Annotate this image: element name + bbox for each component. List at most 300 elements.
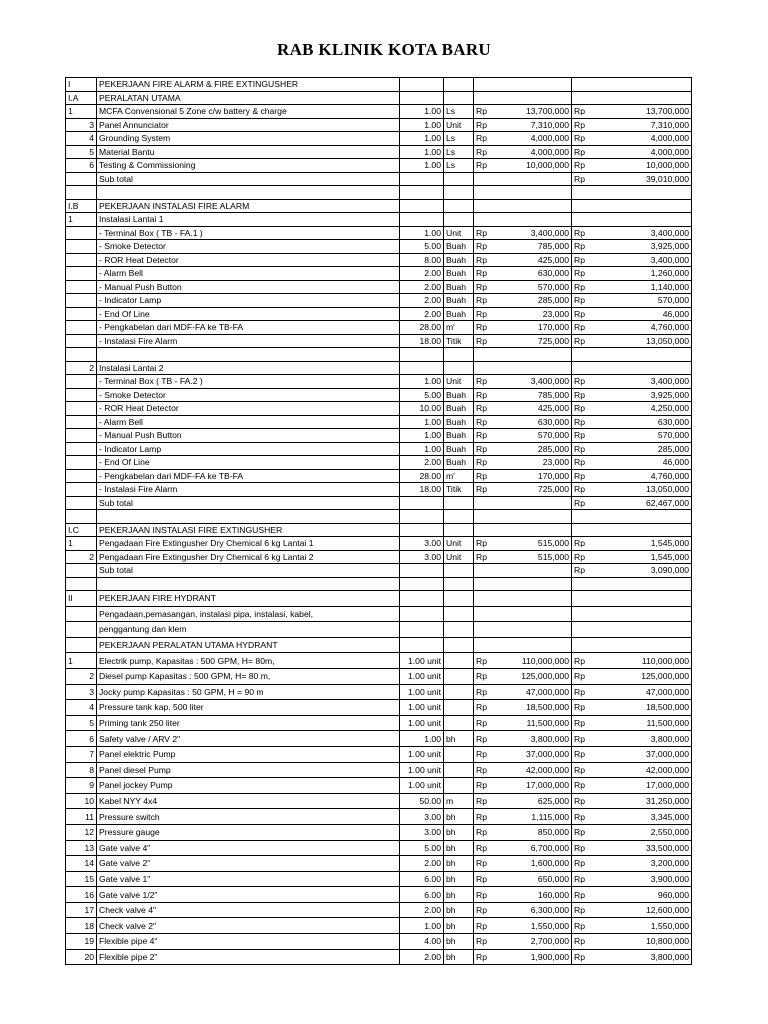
currency-label: Rp bbox=[474, 159, 492, 173]
currency-label bbox=[572, 199, 590, 213]
item-description bbox=[97, 510, 400, 524]
item-quantity: 2.00 bbox=[400, 280, 444, 294]
item-description: Gate valve 1/2" bbox=[97, 887, 400, 903]
table-row bbox=[66, 253, 692, 267]
item-unit: m' bbox=[444, 469, 474, 483]
table-row bbox=[66, 746, 692, 762]
item-number bbox=[66, 456, 97, 470]
unit-price bbox=[492, 510, 572, 524]
currency-label: Rp bbox=[572, 415, 590, 429]
table-row bbox=[66, 483, 692, 497]
table-row bbox=[66, 334, 692, 348]
line-total bbox=[590, 577, 692, 591]
currency-label: Rp bbox=[572, 496, 590, 510]
currency-label bbox=[572, 510, 590, 524]
item-number bbox=[66, 388, 97, 402]
line-total: 42,000,000 bbox=[590, 762, 692, 778]
unit-price: 1,115,000 bbox=[492, 809, 572, 825]
item-unit: bh bbox=[444, 887, 474, 903]
item-quantity: 3.00 bbox=[400, 809, 444, 825]
item-unit bbox=[444, 746, 474, 762]
item-quantity bbox=[400, 172, 444, 186]
item-description: Pengadaan Fire Extingusher Dry Chemical 6 kg Lantai 2 bbox=[97, 550, 400, 564]
currency-label: Rp bbox=[474, 700, 492, 716]
item-unit: Buah bbox=[444, 415, 474, 429]
item-number bbox=[66, 307, 97, 321]
unit-price: 425,000 bbox=[492, 253, 572, 267]
unit-price: 1,900,000 bbox=[492, 949, 572, 965]
table-row bbox=[66, 469, 692, 483]
item-number bbox=[66, 606, 97, 622]
unit-price: 285,000 bbox=[492, 442, 572, 456]
item-quantity bbox=[400, 637, 444, 653]
currency-label: Rp bbox=[572, 715, 590, 731]
table-row bbox=[66, 537, 692, 551]
item-description: - Smoke Detector bbox=[97, 388, 400, 402]
item-number bbox=[66, 415, 97, 429]
item-quantity: 1.00 unit bbox=[400, 700, 444, 716]
item-number: 10 bbox=[66, 793, 97, 809]
currency-label: Rp bbox=[474, 456, 492, 470]
item-unit: Titik bbox=[444, 483, 474, 497]
line-total: 4,250,000 bbox=[590, 402, 692, 416]
item-quantity bbox=[400, 564, 444, 578]
item-description: Priming tank 250 liter bbox=[97, 715, 400, 731]
unit-price bbox=[492, 213, 572, 227]
item-number bbox=[66, 186, 97, 200]
unit-price: 110,000,000 bbox=[492, 653, 572, 669]
item-quantity bbox=[400, 361, 444, 375]
currency-label: Rp bbox=[572, 456, 590, 470]
item-number bbox=[66, 267, 97, 281]
currency-label bbox=[572, 213, 590, 227]
line-total: 46,000 bbox=[590, 456, 692, 470]
line-total bbox=[590, 523, 692, 537]
currency-label: Rp bbox=[474, 226, 492, 240]
currency-label: Rp bbox=[474, 731, 492, 747]
item-unit: Ls bbox=[444, 145, 474, 159]
item-quantity: 1.00 bbox=[400, 105, 444, 119]
item-number: 3 bbox=[66, 684, 97, 700]
unit-price bbox=[492, 199, 572, 213]
currency-label: Rp bbox=[572, 793, 590, 809]
item-quantity: 1.00 bbox=[400, 145, 444, 159]
currency-label bbox=[572, 637, 590, 653]
table-row bbox=[66, 118, 692, 132]
item-description: PEKERJAAN INSTALASI FIRE EXTINGUSHER bbox=[97, 523, 400, 537]
currency-label: Rp bbox=[474, 840, 492, 856]
item-description bbox=[97, 348, 400, 362]
item-description: Sub total bbox=[97, 172, 400, 186]
item-number bbox=[66, 280, 97, 294]
item-unit bbox=[444, 172, 474, 186]
item-number: I bbox=[66, 78, 97, 92]
item-quantity bbox=[400, 186, 444, 200]
table-row bbox=[66, 348, 692, 362]
item-number bbox=[66, 253, 97, 267]
currency-label: Rp bbox=[572, 809, 590, 825]
currency-label: Rp bbox=[572, 105, 590, 119]
item-number: I.B bbox=[66, 199, 97, 213]
item-number bbox=[66, 226, 97, 240]
currency-label: Rp bbox=[474, 918, 492, 934]
table-row bbox=[66, 591, 692, 607]
table-row bbox=[66, 918, 692, 934]
currency-label: Rp bbox=[474, 267, 492, 281]
item-quantity bbox=[400, 91, 444, 105]
item-unit: m' bbox=[444, 321, 474, 335]
item-description: Pressure tank kap. 500 liter bbox=[97, 700, 400, 716]
unit-price: 650,000 bbox=[492, 871, 572, 887]
item-description: Flexible pipe 2" bbox=[97, 949, 400, 965]
table-row bbox=[66, 564, 692, 578]
unit-price: 785,000 bbox=[492, 240, 572, 254]
item-description: Material Bantu bbox=[97, 145, 400, 159]
item-unit bbox=[444, 361, 474, 375]
table-row bbox=[66, 731, 692, 747]
currency-label: Rp bbox=[474, 402, 492, 416]
unit-price: 3,400,000 bbox=[492, 226, 572, 240]
currency-label: Rp bbox=[474, 684, 492, 700]
item-quantity: 5.00 bbox=[400, 840, 444, 856]
currency-label bbox=[474, 172, 492, 186]
currency-label: Rp bbox=[572, 550, 590, 564]
unit-price: 725,000 bbox=[492, 483, 572, 497]
item-number: 7 bbox=[66, 746, 97, 762]
table-row bbox=[66, 91, 692, 105]
line-total: 39,010,000 bbox=[590, 172, 692, 186]
currency-label: Rp bbox=[474, 762, 492, 778]
line-total: 47,000,000 bbox=[590, 684, 692, 700]
unit-price: 515,000 bbox=[492, 550, 572, 564]
item-quantity: 1.00 bbox=[400, 375, 444, 389]
unit-price: 1,600,000 bbox=[492, 856, 572, 872]
currency-label: Rp bbox=[474, 469, 492, 483]
item-description: - Instalasi Fire Alarm bbox=[97, 334, 400, 348]
unit-price bbox=[492, 91, 572, 105]
item-quantity bbox=[400, 622, 444, 638]
item-description: - Instalasi Fire Alarm bbox=[97, 483, 400, 497]
line-total: 125,000,000 bbox=[590, 668, 692, 684]
currency-label: Rp bbox=[572, 388, 590, 402]
item-quantity: 3.00 bbox=[400, 824, 444, 840]
unit-price: 725,000 bbox=[492, 334, 572, 348]
currency-label: Rp bbox=[474, 294, 492, 308]
line-total: 10,800,000 bbox=[590, 934, 692, 950]
currency-label: Rp bbox=[572, 902, 590, 918]
currency-label: Rp bbox=[572, 375, 590, 389]
item-quantity: 10.00 bbox=[400, 402, 444, 416]
item-description: Instalasi Lantai 2 bbox=[97, 361, 400, 375]
currency-label bbox=[572, 361, 590, 375]
currency-label: Rp bbox=[572, 145, 590, 159]
item-unit bbox=[444, 577, 474, 591]
item-unit: Buah bbox=[444, 456, 474, 470]
item-quantity: 1.00 bbox=[400, 132, 444, 146]
unit-price: 170,000 bbox=[492, 469, 572, 483]
currency-label: Rp bbox=[572, 653, 590, 669]
item-number: 8 bbox=[66, 762, 97, 778]
unit-price bbox=[492, 78, 572, 92]
item-description: MCFA Convensional 5 Zone c/w battery & charge bbox=[97, 105, 400, 119]
item-number bbox=[66, 429, 97, 443]
line-total bbox=[590, 361, 692, 375]
currency-label: Rp bbox=[474, 321, 492, 335]
item-unit: Unit bbox=[444, 375, 474, 389]
line-total: 3,400,000 bbox=[590, 226, 692, 240]
line-total bbox=[590, 606, 692, 622]
item-quantity bbox=[400, 199, 444, 213]
item-unit: Buah bbox=[444, 429, 474, 443]
item-number bbox=[66, 402, 97, 416]
currency-label: Rp bbox=[474, 483, 492, 497]
item-description: Gate valve 2" bbox=[97, 856, 400, 872]
item-quantity: 6.00 bbox=[400, 887, 444, 903]
line-total: 4,000,000 bbox=[590, 145, 692, 159]
currency-label bbox=[572, 523, 590, 537]
currency-label: Rp bbox=[474, 778, 492, 794]
item-number: 6 bbox=[66, 731, 97, 747]
item-unit bbox=[444, 778, 474, 794]
item-description: Jocky pump Kapasitas : 50 GPM, H = 90 m bbox=[97, 684, 400, 700]
unit-price: 42,000,000 bbox=[492, 762, 572, 778]
unit-price: 785,000 bbox=[492, 388, 572, 402]
table-row bbox=[66, 132, 692, 146]
table-row bbox=[66, 934, 692, 950]
table-row bbox=[66, 213, 692, 227]
currency-label: Rp bbox=[572, 321, 590, 335]
currency-label: Rp bbox=[572, 267, 590, 281]
currency-label: Rp bbox=[572, 778, 590, 794]
item-unit: bh bbox=[444, 840, 474, 856]
item-number: 5 bbox=[66, 715, 97, 731]
table-row bbox=[66, 577, 692, 591]
item-description: Panel jockey Pump bbox=[97, 778, 400, 794]
unit-price: 625,000 bbox=[492, 793, 572, 809]
table-row bbox=[66, 762, 692, 778]
item-number bbox=[66, 334, 97, 348]
table-row bbox=[66, 778, 692, 794]
item-unit: bh bbox=[444, 824, 474, 840]
currency-label: Rp bbox=[572, 429, 590, 443]
currency-label: Rp bbox=[572, 949, 590, 965]
item-unit bbox=[444, 606, 474, 622]
item-description: - Terminal Box ( TB - FA.1 ) bbox=[97, 226, 400, 240]
currency-label: Rp bbox=[572, 402, 590, 416]
line-total: 630,000 bbox=[590, 415, 692, 429]
item-number bbox=[66, 240, 97, 254]
line-total: 13,700,000 bbox=[590, 105, 692, 119]
item-number bbox=[66, 442, 97, 456]
line-total: 11,500,000 bbox=[590, 715, 692, 731]
currency-label bbox=[572, 78, 590, 92]
currency-label bbox=[474, 510, 492, 524]
line-total bbox=[590, 591, 692, 607]
item-number bbox=[66, 375, 97, 389]
unit-price: 1,550,000 bbox=[492, 918, 572, 934]
table-row bbox=[66, 622, 692, 638]
item-description: Grounding System bbox=[97, 132, 400, 146]
item-quantity: 2.00 bbox=[400, 294, 444, 308]
item-number: 6 bbox=[66, 159, 97, 173]
unit-price bbox=[492, 348, 572, 362]
item-unit bbox=[444, 348, 474, 362]
line-total: 7,310,000 bbox=[590, 118, 692, 132]
line-total: 1,545,000 bbox=[590, 550, 692, 564]
line-total: 46,000 bbox=[590, 307, 692, 321]
item-unit bbox=[444, 186, 474, 200]
currency-label: Rp bbox=[474, 934, 492, 950]
item-unit: bh bbox=[444, 902, 474, 918]
item-description: - ROR Heat Detector bbox=[97, 253, 400, 267]
currency-label bbox=[474, 348, 492, 362]
line-total: 3,925,000 bbox=[590, 240, 692, 254]
item-quantity: 1.00 bbox=[400, 731, 444, 747]
line-total: 1,260,000 bbox=[590, 267, 692, 281]
table-row bbox=[66, 280, 692, 294]
line-total: 3,400,000 bbox=[590, 253, 692, 267]
item-description: Pressure gauge bbox=[97, 824, 400, 840]
unit-price: 570,000 bbox=[492, 429, 572, 443]
table-row bbox=[66, 172, 692, 186]
currency-label: Rp bbox=[474, 429, 492, 443]
item-number bbox=[66, 348, 97, 362]
currency-label: Rp bbox=[474, 949, 492, 965]
rab-table-body bbox=[66, 78, 692, 965]
item-quantity bbox=[400, 348, 444, 362]
item-quantity: 1.00 bbox=[400, 918, 444, 934]
item-quantity: 1.00 unit bbox=[400, 778, 444, 794]
unit-price: 570,000 bbox=[492, 280, 572, 294]
currency-label bbox=[474, 523, 492, 537]
item-number bbox=[66, 321, 97, 335]
item-unit bbox=[444, 199, 474, 213]
currency-label: Rp bbox=[474, 809, 492, 825]
item-unit: m bbox=[444, 793, 474, 809]
currency-label: Rp bbox=[474, 793, 492, 809]
line-total: 4,000,000 bbox=[590, 132, 692, 146]
unit-price bbox=[492, 361, 572, 375]
line-total bbox=[590, 91, 692, 105]
table-row bbox=[66, 793, 692, 809]
item-description: - Alarm Bell bbox=[97, 415, 400, 429]
currency-label: Rp bbox=[572, 226, 590, 240]
currency-label bbox=[572, 186, 590, 200]
currency-label: Rp bbox=[572, 118, 590, 132]
item-quantity: 2.00 bbox=[400, 949, 444, 965]
unit-price bbox=[492, 186, 572, 200]
line-total: 13,050,000 bbox=[590, 334, 692, 348]
item-number: 3 bbox=[66, 118, 97, 132]
item-quantity: 3.00 bbox=[400, 550, 444, 564]
line-total: 37,000,000 bbox=[590, 746, 692, 762]
item-description: - Smoke Detector bbox=[97, 240, 400, 254]
currency-label: Rp bbox=[572, 762, 590, 778]
currency-label bbox=[474, 606, 492, 622]
item-description: Kabel NYY 4x4 bbox=[97, 793, 400, 809]
item-unit: Buah bbox=[444, 307, 474, 321]
item-description: Diesel pump Kapasitas : 500 GPM, H= 80 m, bbox=[97, 668, 400, 684]
item-unit: bh bbox=[444, 856, 474, 872]
unit-price: 23,000 bbox=[492, 307, 572, 321]
item-number: 1 bbox=[66, 653, 97, 669]
line-total bbox=[590, 637, 692, 653]
currency-label: Rp bbox=[474, 902, 492, 918]
currency-label: Rp bbox=[572, 132, 590, 146]
item-unit bbox=[444, 637, 474, 653]
item-quantity: 1.00 bbox=[400, 159, 444, 173]
currency-label: Rp bbox=[572, 887, 590, 903]
table-row bbox=[66, 606, 692, 622]
table-row bbox=[66, 105, 692, 119]
item-unit bbox=[444, 496, 474, 510]
unit-price: 18,500,000 bbox=[492, 700, 572, 716]
item-description: Flexible pipe 4" bbox=[97, 934, 400, 950]
unit-price: 630,000 bbox=[492, 267, 572, 281]
currency-label: Rp bbox=[572, 871, 590, 887]
item-quantity: 4.00 bbox=[400, 934, 444, 950]
item-quantity bbox=[400, 606, 444, 622]
currency-label bbox=[474, 496, 492, 510]
table-row bbox=[66, 375, 692, 389]
line-total bbox=[590, 348, 692, 362]
item-number: 16 bbox=[66, 887, 97, 903]
table-row bbox=[66, 415, 692, 429]
line-total bbox=[590, 186, 692, 200]
item-unit bbox=[444, 523, 474, 537]
item-quantity: 1.00 unit bbox=[400, 653, 444, 669]
table-row bbox=[66, 456, 692, 470]
item-number: 14 bbox=[66, 856, 97, 872]
currency-label: Rp bbox=[474, 105, 492, 119]
currency-label bbox=[474, 186, 492, 200]
currency-label: Rp bbox=[572, 840, 590, 856]
unit-price: 425,000 bbox=[492, 402, 572, 416]
item-unit bbox=[444, 762, 474, 778]
line-total bbox=[590, 510, 692, 524]
table-row bbox=[66, 442, 692, 456]
currency-label bbox=[474, 577, 492, 591]
table-row bbox=[66, 145, 692, 159]
currency-label: Rp bbox=[474, 307, 492, 321]
currency-label: Rp bbox=[474, 550, 492, 564]
line-total: 3,800,000 bbox=[590, 949, 692, 965]
currency-label: Rp bbox=[572, 668, 590, 684]
currency-label: Rp bbox=[474, 132, 492, 146]
line-total: 3,925,000 bbox=[590, 388, 692, 402]
unit-price: 2,700,000 bbox=[492, 934, 572, 950]
table-row bbox=[66, 510, 692, 524]
item-unit: Buah bbox=[444, 267, 474, 281]
table-row bbox=[66, 294, 692, 308]
currency-label: Rp bbox=[572, 746, 590, 762]
item-number: I.A bbox=[66, 91, 97, 105]
item-unit: bh bbox=[444, 934, 474, 950]
item-unit: bh bbox=[444, 949, 474, 965]
item-number: 2 bbox=[66, 361, 97, 375]
item-unit bbox=[444, 91, 474, 105]
table-row bbox=[66, 949, 692, 965]
item-quantity: 3.00 bbox=[400, 537, 444, 551]
table-row bbox=[66, 887, 692, 903]
line-total: 2,550,000 bbox=[590, 824, 692, 840]
item-description: Gate valve 1" bbox=[97, 871, 400, 887]
currency-label: Rp bbox=[474, 715, 492, 731]
item-unit: Buah bbox=[444, 280, 474, 294]
currency-label bbox=[572, 622, 590, 638]
currency-label: Rp bbox=[474, 856, 492, 872]
item-quantity: 50.00 bbox=[400, 793, 444, 809]
